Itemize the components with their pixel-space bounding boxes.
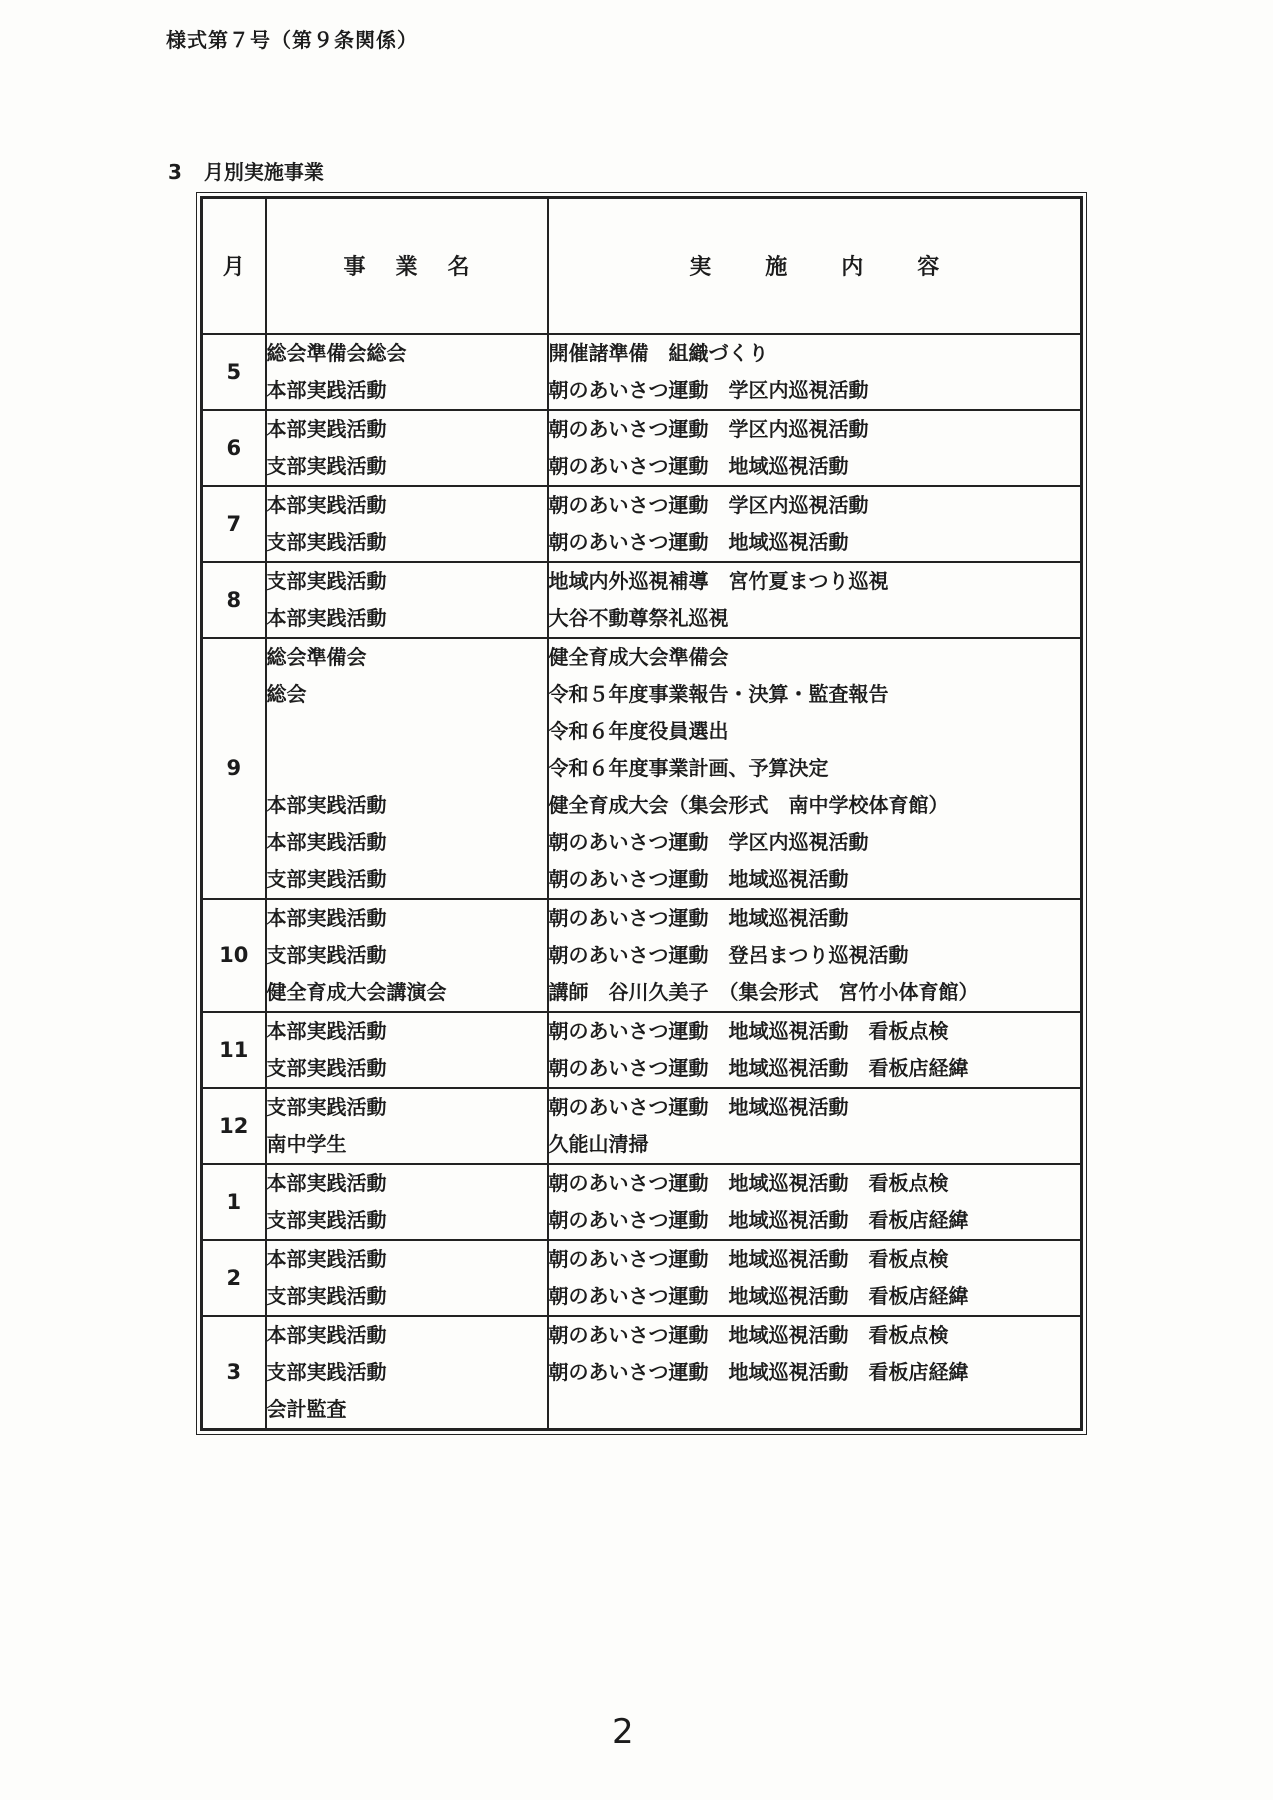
detail-line: 朝のあいさつ運動 地域巡視活動 看板点検	[548, 1170, 949, 1195]
event-names-cell	[266, 638, 548, 899]
table-row	[202, 410, 1082, 486]
details-cell	[548, 1088, 1082, 1164]
page-number: 2	[612, 1712, 634, 1752]
details-cell	[548, 410, 1082, 486]
event-name-line: 支部実践活動	[266, 1359, 387, 1384]
event-name-line: 本部実践活動	[266, 792, 387, 817]
details-cell	[548, 1012, 1082, 1088]
detail-line	[549, 1391, 1081, 1428]
event-names-cell	[266, 334, 548, 410]
event-name-line: 支部実践活動	[266, 1055, 387, 1080]
header-detail: 実施内容	[548, 198, 1082, 334]
event-names-cell	[266, 1088, 548, 1164]
event-name-line: 本部実践活動	[266, 1170, 387, 1195]
month-cell: 5	[202, 334, 266, 410]
details-cell	[548, 334, 1082, 410]
header-month: 月	[202, 198, 266, 334]
event-name-line: 本部実践活動	[266, 416, 387, 441]
details-cell	[548, 1316, 1082, 1430]
detail-line: 朝のあいさつ運動 学区内巡視活動	[548, 492, 869, 517]
event-names-cell	[266, 899, 548, 1012]
details-cell	[548, 638, 1082, 899]
event-name-line: 支部実践活動	[266, 568, 387, 593]
detail-line: 朝のあいさつ運動 登呂まつり巡視活動	[548, 942, 909, 967]
detail-line: 健全育成大会（集会形式 南中学校体育館）	[548, 792, 949, 817]
detail-line: 朝のあいさつ運動 地域巡視活動 看板点検	[548, 1018, 949, 1043]
section-number: 3	[168, 160, 182, 184]
detail-line: 令和６年度事業計画、予算決定	[548, 755, 829, 780]
event-names-cell	[266, 1164, 548, 1240]
table-row	[202, 334, 1082, 410]
detail-line: 朝のあいさつ運動 学区内巡視活動	[548, 377, 869, 402]
detail-line: 朝のあいさつ運動 地域巡視活動 看板店経緯	[548, 1283, 969, 1308]
event-name-line: 支部実践活動	[266, 453, 387, 478]
detail-line: 朝のあいさつ運動 地域巡視活動	[548, 1094, 849, 1119]
table-row	[202, 562, 1082, 638]
detail-line: 朝のあいさつ運動 地域巡視活動 看板点検	[548, 1246, 949, 1271]
detail-line: 朝のあいさつ運動 地域巡視活動	[548, 866, 849, 891]
event-name-line: 支部実践活動	[266, 1207, 387, 1232]
table-row	[202, 1240, 1082, 1316]
event-names-cell	[266, 1240, 548, 1316]
month-cell: 2	[202, 1240, 266, 1316]
detail-line: 大谷不動尊祭礼巡視	[548, 605, 729, 630]
form-label: 様式第７号（第９条関係）	[166, 28, 418, 52]
monthly-plan-table	[200, 196, 1083, 1431]
event-name-line: 本部実践活動	[266, 492, 387, 517]
table-row	[202, 1316, 1082, 1430]
table-row	[202, 486, 1082, 562]
month-cell: 12	[202, 1088, 266, 1164]
event-name-line: 健全育成大会講演会	[266, 979, 447, 1004]
month-cell: 3	[202, 1316, 266, 1430]
table-row	[202, 1164, 1082, 1240]
event-name-line: 本部実践活動	[266, 905, 387, 930]
detail-line: 朝のあいさつ運動 学区内巡視活動	[548, 829, 869, 854]
event-name-line: 本部実践活動	[266, 377, 387, 402]
section-title	[168, 156, 324, 185]
detail-line: 令和６年度役員選出	[548, 718, 729, 743]
details-cell	[548, 1164, 1082, 1240]
month-cell: 6	[202, 410, 266, 486]
detail-line: 久能山清掃	[548, 1131, 649, 1156]
event-name-line: 本部実践活動	[266, 829, 387, 854]
detail-line: 朝のあいさつ運動 地域巡視活動 看板点検	[548, 1322, 949, 1347]
detail-line: 朝のあいさつ運動 地域巡視活動	[548, 905, 849, 930]
table-row	[202, 899, 1082, 1012]
details-cell	[548, 1240, 1082, 1316]
month-cell: 7	[202, 486, 266, 562]
table-row	[202, 638, 1082, 899]
month-cell: 1	[202, 1164, 266, 1240]
details-cell	[548, 562, 1082, 638]
detail-line: 健全育成大会準備会	[548, 644, 729, 669]
table-row	[202, 1012, 1082, 1088]
event-name-line: 総会	[266, 681, 307, 706]
event-name-line: 会計監査	[266, 1396, 347, 1421]
event-name-line	[267, 750, 547, 787]
event-name-line: 本部実践活動	[266, 1322, 387, 1347]
event-names-cell	[266, 410, 548, 486]
section-title-text: 月別実施事業	[203, 160, 324, 184]
detail-line: 朝のあいさつ運動 地域巡視活動	[548, 453, 849, 478]
event-names-cell	[266, 562, 548, 638]
event-name-line: 南中学生	[266, 1131, 347, 1156]
detail-line: 令和５年度事業報告・決算・監査報告	[548, 681, 889, 706]
event-name-line: 本部実践活動	[266, 1018, 387, 1043]
event-name-line: 本部実践活動	[266, 605, 387, 630]
event-name-line: 総会準備会	[266, 644, 367, 669]
detail-line: 朝のあいさつ運動 地域巡視活動 看板店経緯	[548, 1359, 969, 1384]
detail-line: 朝のあいさつ運動 地域巡視活動 看板店経緯	[548, 1207, 969, 1232]
detail-line: 朝のあいさつ運動 地域巡視活動 看板店経緯	[548, 1055, 969, 1080]
event-name-line: 支部実践活動	[266, 866, 387, 891]
table-row	[202, 1088, 1082, 1164]
event-name-line	[267, 713, 547, 750]
detail-line: 地域内外巡視補導 宮竹夏まつり巡視	[548, 568, 889, 593]
month-cell: 10	[202, 899, 266, 1012]
event-names-cell	[266, 486, 548, 562]
event-name-line: 支部実践活動	[266, 529, 387, 554]
details-cell	[548, 899, 1082, 1012]
detail-line: 朝のあいさつ運動 学区内巡視活動	[548, 416, 869, 441]
table-header-row	[202, 198, 1082, 334]
event-name-line: 支部実践活動	[266, 1283, 387, 1308]
event-name-line: 支部実践活動	[266, 942, 387, 967]
event-name-line: 本部実践活動	[266, 1246, 387, 1271]
detail-line: 開催諸準備 組織づくり	[548, 340, 769, 365]
event-names-cell	[266, 1012, 548, 1088]
event-name-line: 総会準備会総会	[266, 340, 407, 365]
event-name-line: 支部実践活動	[266, 1094, 387, 1119]
table-body	[202, 334, 1082, 1430]
month-cell: 8	[202, 562, 266, 638]
detail-line: 講師 谷川久美子 （集会形式 宮竹小体育館）	[548, 979, 979, 1004]
detail-line: 朝のあいさつ運動 地域巡視活動	[548, 529, 849, 554]
month-cell: 9	[202, 638, 266, 899]
event-names-cell	[266, 1316, 548, 1430]
month-cell: 11	[202, 1012, 266, 1088]
details-cell	[548, 486, 1082, 562]
header-name: 事業名	[266, 198, 548, 334]
